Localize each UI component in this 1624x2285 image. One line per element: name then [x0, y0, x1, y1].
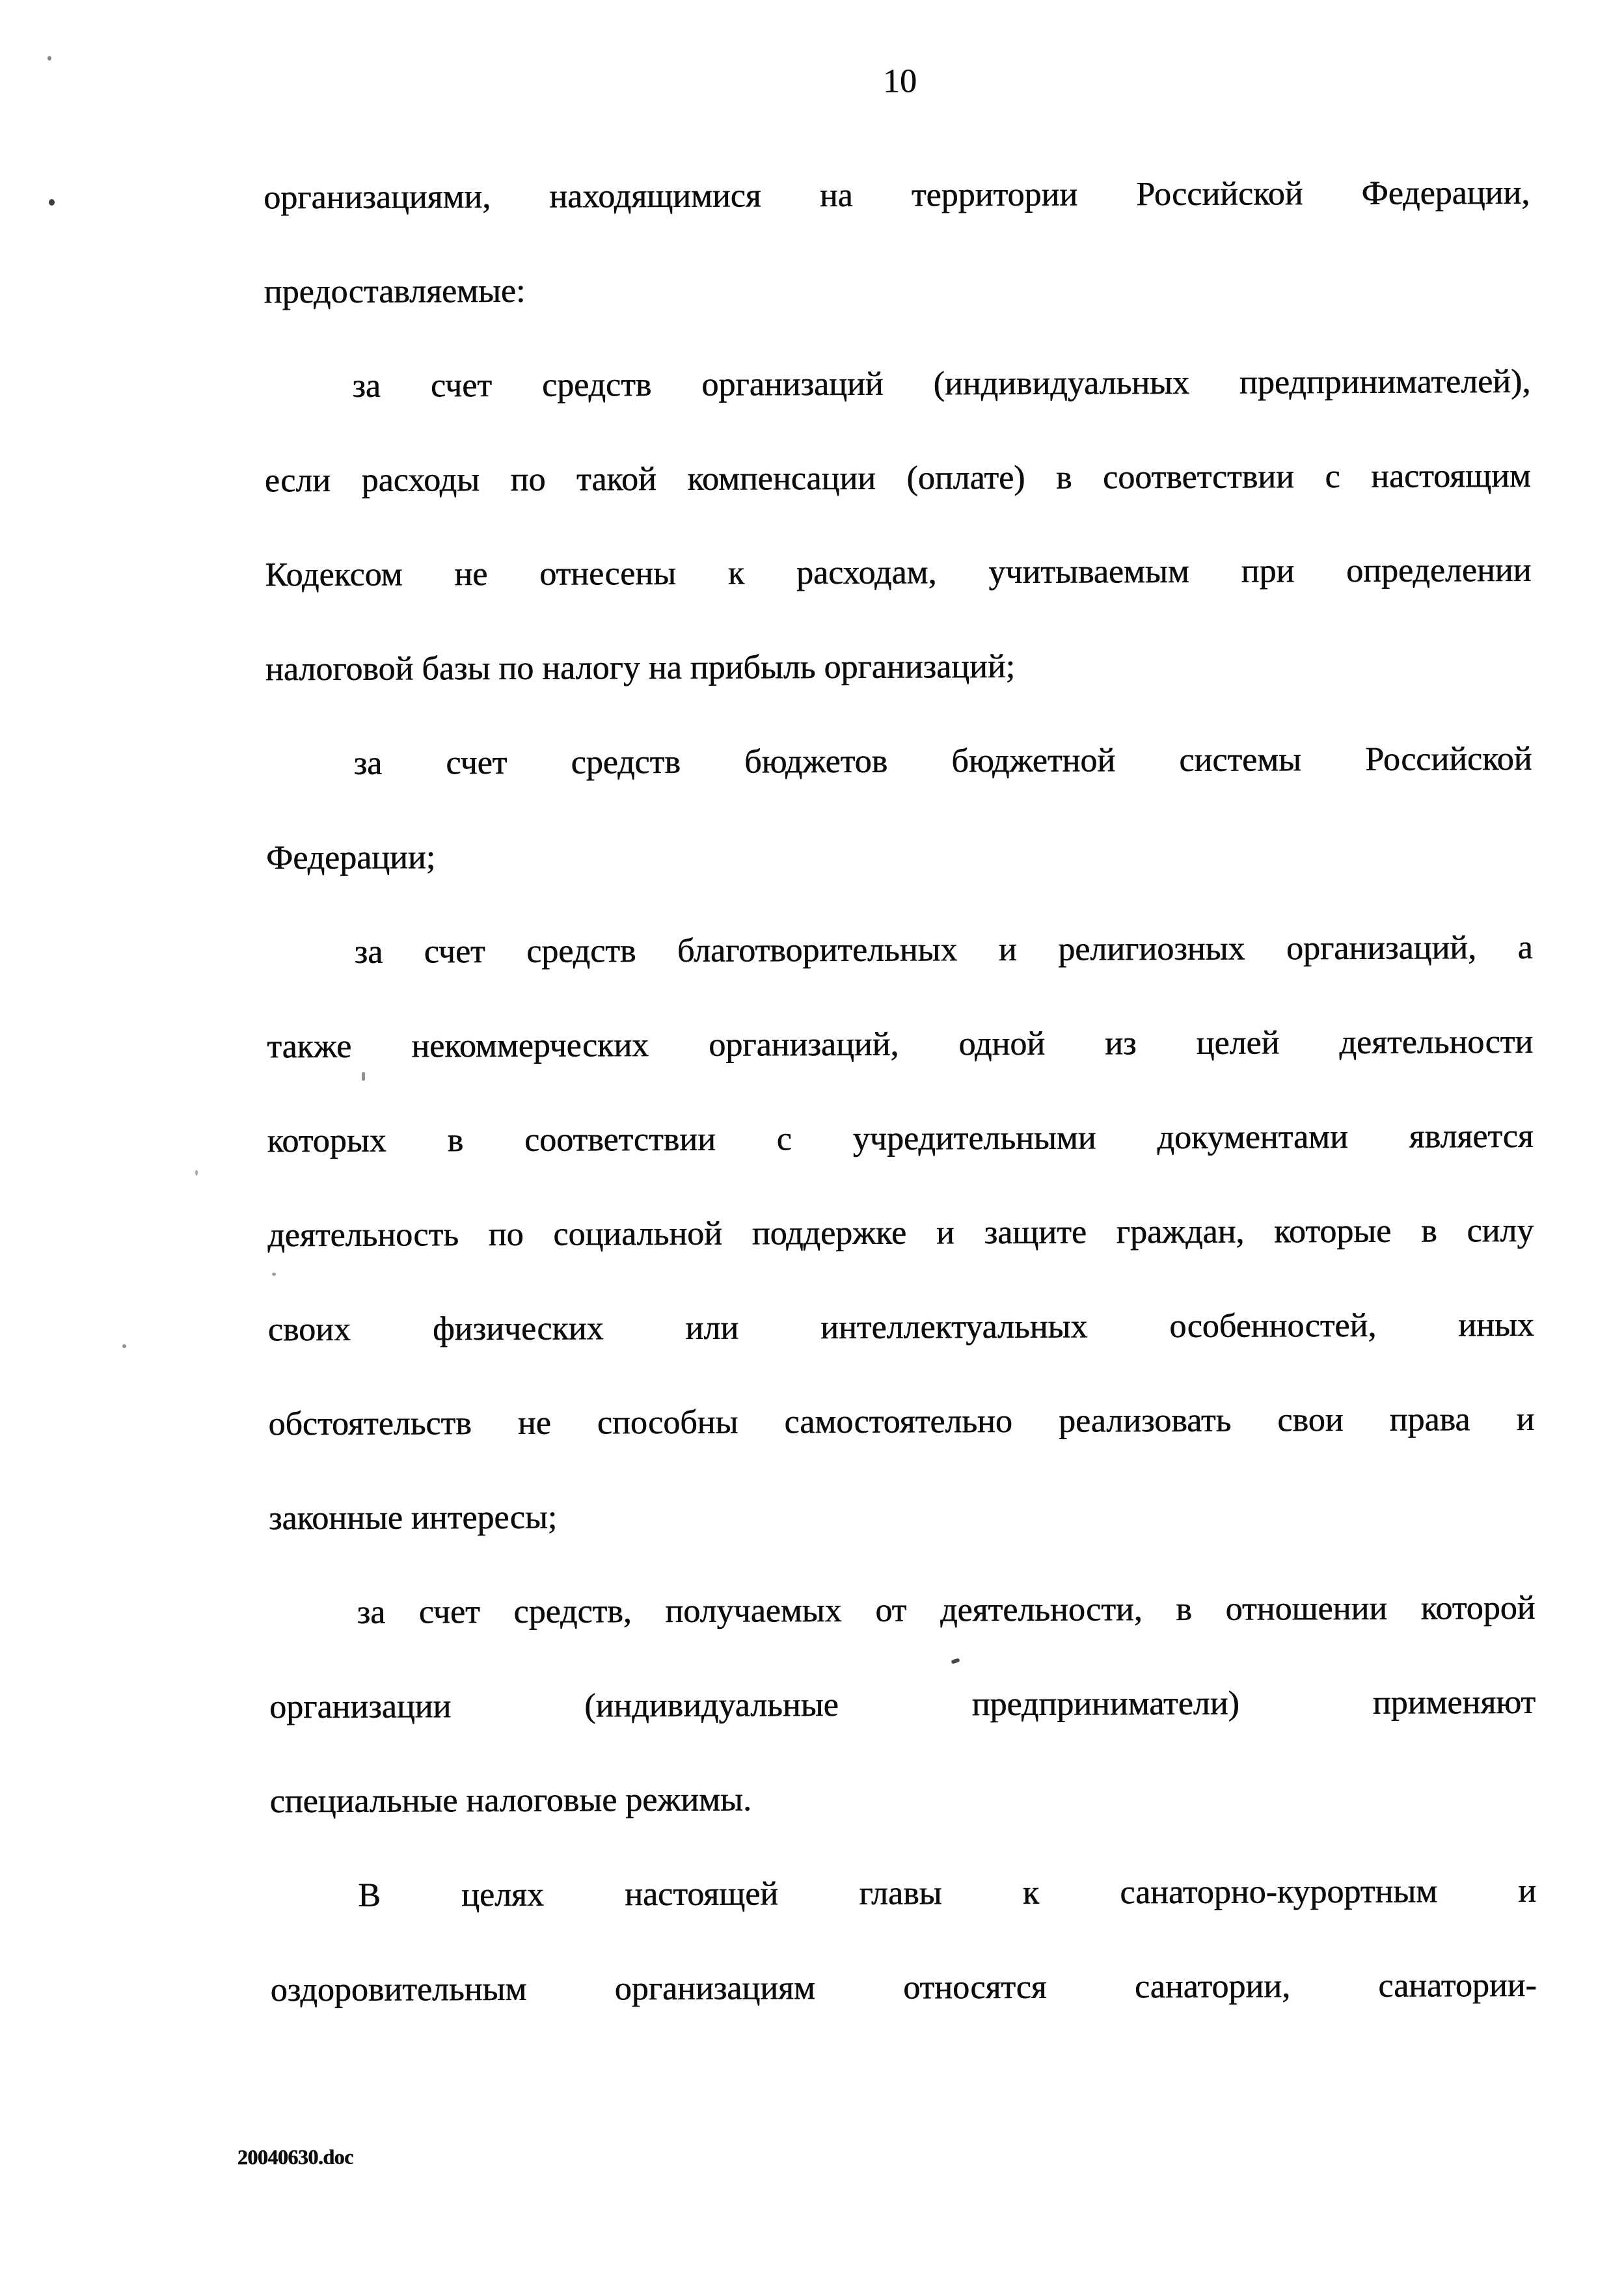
text-line: своих физических или интеллектуальных особенностей, иных	[267, 1306, 1534, 1349]
document-body	[264, 146, 1537, 2037]
text-line: если расходы по такой компенсации (оплате) в соответствии с настоящим	[264, 457, 1531, 500]
text-line: оздоровительным организациям относятся санатории, санатории-	[270, 1966, 1537, 2009]
text-line: за счет средств бюджетов бюджетной системы Российской	[353, 740, 1532, 782]
scan-speck	[272, 1273, 276, 1276]
text-line: налоговой базы по налогу на прибыль организаций;	[265, 647, 1016, 688]
text-line: предоставляемые:	[264, 272, 526, 311]
scan-speck	[122, 1344, 126, 1348]
text-line: за счет средств организаций (индивидуальных предпринимателей),	[352, 362, 1531, 405]
page-number: 10	[882, 62, 917, 100]
text-line: законные интересы;	[268, 1498, 558, 1537]
text-line: организациями, находящимися на территории Российской Федерации,	[264, 174, 1530, 217]
text-line: которых в соответствии с учредительными документами является	[267, 1117, 1534, 1160]
scan-speck	[49, 199, 55, 206]
text-line: деятельность по социальной поддержке и защите граждан, которые в силу	[267, 1211, 1534, 1254]
text-line: В целях настоящей главы к санаторно-курортным и	[358, 1872, 1537, 1914]
text-line: за счет средств, получаемых от деятельности, в отношении которой	[357, 1589, 1536, 1631]
footer-filename: 20040630.doc	[237, 2144, 353, 2169]
scan-speck	[47, 56, 51, 61]
text-line: также некоммерческих организаций, одной из целей деятельности	[267, 1023, 1534, 1066]
text-line: за счет средств благотворительных и религиозных организаций, а	[354, 928, 1533, 971]
text-line: Федерации;	[265, 839, 436, 877]
text-line: специальные налоговые режимы.	[269, 1781, 752, 1820]
scan-speck	[362, 1072, 365, 1081]
text-line: организации (индивидуальные предприниматели) применяют	[269, 1683, 1536, 1726]
text-line: Кодексом не отнесены к расходам, учитываемым при определении	[265, 551, 1532, 594]
scan-speck	[195, 1170, 198, 1176]
text-line: обстоятельств не способны самостоятельно реализовать свои права и	[268, 1400, 1535, 1443]
